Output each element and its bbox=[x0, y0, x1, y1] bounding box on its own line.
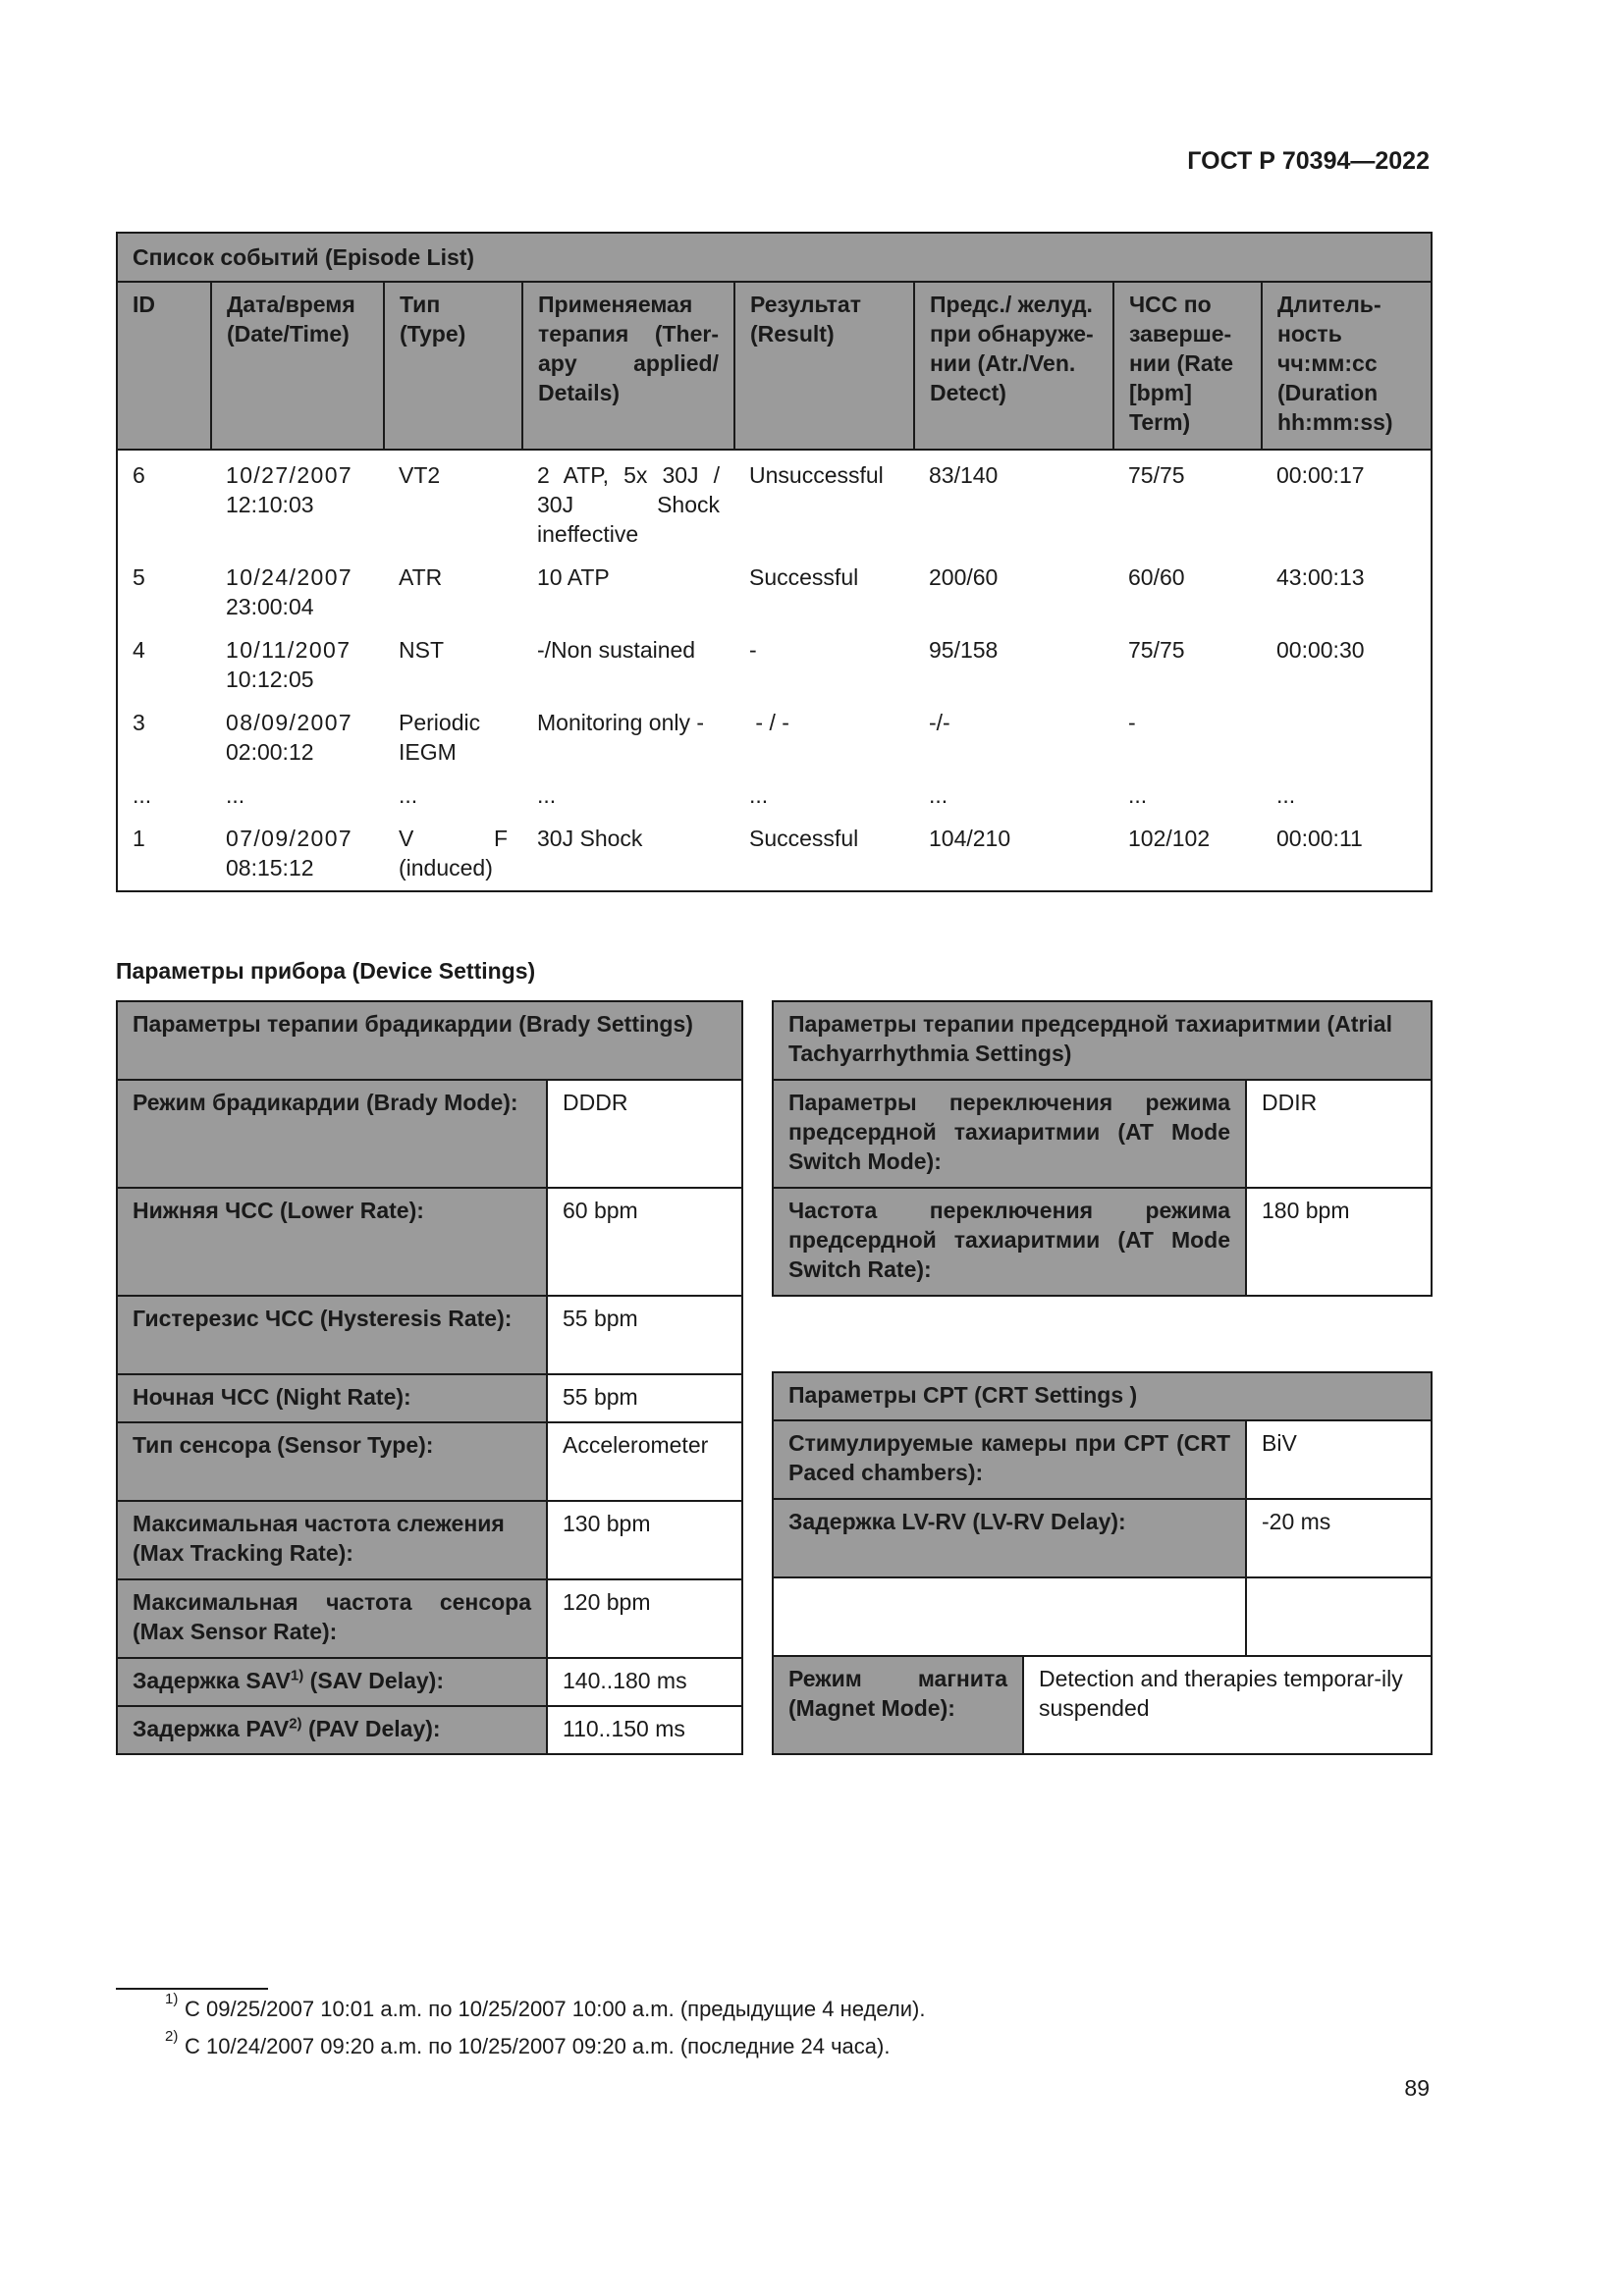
episode-duration: 00:00:30 bbox=[1262, 625, 1432, 698]
setting-label-text: (PAV Delay): bbox=[301, 1716, 441, 1741]
empty-cell bbox=[773, 1577, 1246, 1656]
episode-result: - bbox=[749, 637, 757, 663]
episode-type bbox=[384, 814, 522, 891]
setting-value: 60 bpm bbox=[547, 1188, 742, 1296]
setting-value: 55 bpm bbox=[547, 1374, 742, 1422]
episode-detect: 95/158 bbox=[929, 637, 999, 663]
setting-label bbox=[117, 1706, 547, 1754]
brady-settings-title: Параметры терапии брадикардии (Brady Settings) bbox=[117, 1001, 742, 1080]
setting-label-text: Задержка PAV bbox=[133, 1716, 290, 1741]
episode-detect: 200/60 bbox=[929, 564, 999, 590]
empty-cell bbox=[1246, 1577, 1432, 1656]
setting-value: DDDR bbox=[547, 1080, 742, 1188]
setting-value: Accelerometer bbox=[547, 1422, 742, 1501]
episode-duration: ... bbox=[1262, 771, 1432, 814]
episode-term-rate: 75/75 bbox=[1128, 462, 1185, 488]
table-row bbox=[117, 450, 1432, 553]
episode-duration bbox=[1262, 698, 1432, 771]
footnote-mark: 1) bbox=[165, 1991, 179, 2007]
episode-time: 08:15:12 bbox=[226, 855, 314, 881]
episode-datetime bbox=[211, 450, 384, 553]
column-header: ID bbox=[117, 282, 211, 450]
episode-therapy: 10 ATP bbox=[537, 564, 610, 590]
episode-date: 10/27/2007 bbox=[226, 462, 353, 488]
atrial-settings-table bbox=[772, 1000, 1433, 1297]
crt-settings-table bbox=[772, 1371, 1433, 1755]
episode-term-rate: ... bbox=[1128, 782, 1148, 808]
column-header: Применяемая терапия (Ther-apy applied/ Details) bbox=[522, 282, 734, 450]
crt-settings-title: Параметры СРТ (CRT Settings ) bbox=[773, 1372, 1432, 1420]
footnote bbox=[165, 1991, 926, 2022]
episode-id: 1 bbox=[117, 814, 211, 891]
standard-code: ГОСТ Р 70394—2022 bbox=[1187, 147, 1430, 175]
episode-datetime bbox=[211, 814, 384, 891]
episode-date: ... bbox=[226, 782, 245, 808]
table-row bbox=[117, 625, 1432, 698]
setting-value: Detection and therapies temporar-ily suspended bbox=[1023, 1656, 1432, 1754]
episode-therapy: Monitoring only - bbox=[537, 710, 705, 735]
episode-type: ... bbox=[399, 782, 418, 808]
episode-type: NST bbox=[399, 637, 444, 663]
footnote bbox=[165, 2028, 891, 2059]
column-header: ЧСС по заверше-нии (Rate [bpm] Term) bbox=[1113, 282, 1262, 450]
setting-value: 140..180 ms bbox=[547, 1658, 742, 1706]
table-row bbox=[117, 553, 1432, 625]
footnote-text: С 10/24/2007 09:20 a.m. по 10/25/2007 09:20 a.m. (последние 24 часа). bbox=[185, 2034, 891, 2058]
footnote-text: С 09/25/2007 10:01 a.m. по 10/25/2007 10:00 a.m. (предыдущие 4 недели). bbox=[185, 1997, 926, 2021]
brady-settings-table bbox=[116, 1000, 743, 1755]
column-header: Дата/время (Date/Time) bbox=[211, 282, 384, 450]
episode-therapy: ... bbox=[537, 782, 557, 808]
episode-datetime bbox=[211, 625, 384, 698]
episode-term-rate: 60/60 bbox=[1128, 564, 1185, 590]
footnote-divider bbox=[116, 1988, 268, 1990]
episode-datetime bbox=[211, 698, 384, 771]
episode-term-rate: 75/75 bbox=[1128, 637, 1185, 663]
setting-value: 110..150 ms bbox=[547, 1706, 742, 1754]
episode-date: 10/11/2007 bbox=[226, 637, 352, 663]
column-header: Результат (Result) bbox=[734, 282, 914, 450]
setting-value: 55 bpm bbox=[547, 1296, 742, 1374]
episode-result: ... bbox=[749, 782, 769, 808]
setting-value: DDIR bbox=[1246, 1080, 1432, 1188]
episode-type: Periodic IEGM bbox=[399, 710, 481, 765]
episode-date: 10/24/2007 bbox=[226, 564, 353, 590]
atrial-settings-title: Параметры терапии предсердной тахиаритмии (Atrial Tachyarrhythmia Settings) bbox=[773, 1001, 1432, 1080]
episode-date: 08/09/2007 bbox=[226, 710, 353, 735]
episode-time: 23:00:04 bbox=[226, 594, 314, 619]
episode-detect: ... bbox=[929, 782, 948, 808]
setting-label: Частота переключения режима предсердной тахиаритмии (AT Mode Switch Rate): bbox=[773, 1188, 1246, 1296]
episode-type-text: V F (induced) bbox=[399, 826, 508, 881]
episode-id: 3 bbox=[117, 698, 211, 771]
footnote-ref: 1) bbox=[290, 1667, 304, 1684]
column-header: Длитель-ность чч:мм:сс (Duration hh:mm:ss) bbox=[1262, 282, 1432, 450]
setting-label: Задержка LV-RV (LV-RV Delay): bbox=[773, 1499, 1246, 1577]
episode-id: 4 bbox=[117, 625, 211, 698]
setting-label: Ночная ЧСС (Night Rate): bbox=[117, 1374, 547, 1422]
setting-value: -20 ms bbox=[1246, 1499, 1432, 1577]
episode-id: ... bbox=[117, 771, 211, 814]
episode-id: 5 bbox=[117, 553, 211, 625]
setting-label: Максимальная частота слежения (Max Tracking Rate): bbox=[117, 1501, 547, 1579]
setting-label: Тип сенсора (Sensor Type): bbox=[117, 1422, 547, 1501]
episode-duration: 00:00:11 bbox=[1262, 814, 1432, 891]
episode-detect: 104/210 bbox=[914, 814, 1113, 891]
episode-type: ATR bbox=[399, 564, 443, 590]
episode-result: Successful bbox=[734, 814, 914, 891]
episode-type: VT2 bbox=[399, 462, 441, 488]
episode-term-rate: 102/102 bbox=[1113, 814, 1262, 891]
episode-duration: 00:00:17 bbox=[1262, 450, 1432, 553]
table-row bbox=[117, 814, 1432, 891]
setting-label bbox=[117, 1658, 547, 1706]
episode-id: 6 bbox=[117, 450, 211, 553]
setting-value: 130 bpm bbox=[547, 1501, 742, 1579]
episode-time: 02:00:12 bbox=[226, 739, 314, 765]
setting-label: Гистерезис ЧСС (Hysteresis Rate): bbox=[117, 1296, 547, 1374]
setting-label-text: (SAV Delay): bbox=[303, 1668, 444, 1693]
setting-label: Максимальная частота сенсора (Max Sensor Rate): bbox=[117, 1579, 547, 1658]
episode-detect: -/- bbox=[929, 710, 950, 735]
table-row bbox=[117, 771, 1432, 814]
setting-label: Режим магнита (Magnet Mode): bbox=[773, 1656, 1023, 1754]
episode-detect: 83/140 bbox=[929, 462, 999, 488]
episode-result: Unsuccessful bbox=[749, 462, 884, 488]
episode-date: 07/09/2007 bbox=[226, 826, 353, 851]
setting-label: Параметры переключения режима предсердной тахиаритмии (AT Mode Switch Mode): bbox=[773, 1080, 1246, 1188]
footnote-mark: 2) bbox=[165, 2028, 179, 2045]
page-number: 89 bbox=[1404, 2075, 1430, 2101]
setting-value: BiV bbox=[1246, 1420, 1432, 1499]
episode-datetime bbox=[211, 771, 384, 814]
table-row bbox=[117, 698, 1432, 771]
setting-value: 180 bpm bbox=[1246, 1188, 1432, 1296]
device-settings-title: Параметры прибора (Device Settings) bbox=[116, 958, 536, 984]
setting-value: 120 bpm bbox=[547, 1579, 742, 1658]
setting-label: Режим брадикардии (Brady Mode): bbox=[117, 1080, 547, 1188]
episode-list-title: Список событий (Episode List) bbox=[117, 233, 1432, 282]
column-header: Тип (Type) bbox=[384, 282, 522, 450]
episode-term-rate: - bbox=[1128, 710, 1136, 735]
episode-result: - / - bbox=[749, 710, 789, 735]
setting-label: Нижняя ЧСС (Lower Rate): bbox=[117, 1188, 547, 1296]
episode-therapy: 2 ATP, 5x 30J / 30J Shock ineffective bbox=[537, 462, 720, 547]
setting-label: Стимулируемые камеры при СРТ (CRT Paced chambers): bbox=[773, 1420, 1246, 1499]
episode-therapy: -/Non sustained bbox=[537, 637, 696, 663]
episode-time: 10:12:05 bbox=[226, 667, 314, 692]
episode-therapy: 30J Shock bbox=[522, 814, 734, 891]
episode-duration: 43:00:13 bbox=[1262, 553, 1432, 625]
episode-result: Successful bbox=[749, 564, 859, 590]
setting-label-text: Задержка SAV bbox=[133, 1668, 291, 1693]
episode-list-table bbox=[116, 232, 1433, 892]
episode-time: 12:10:03 bbox=[226, 492, 314, 517]
footnote-ref: 2) bbox=[289, 1715, 302, 1733]
column-header: Предс./ желуд. при обнаруже-нии (Atr./Ven. Detect) bbox=[914, 282, 1113, 450]
episode-datetime bbox=[211, 553, 384, 625]
